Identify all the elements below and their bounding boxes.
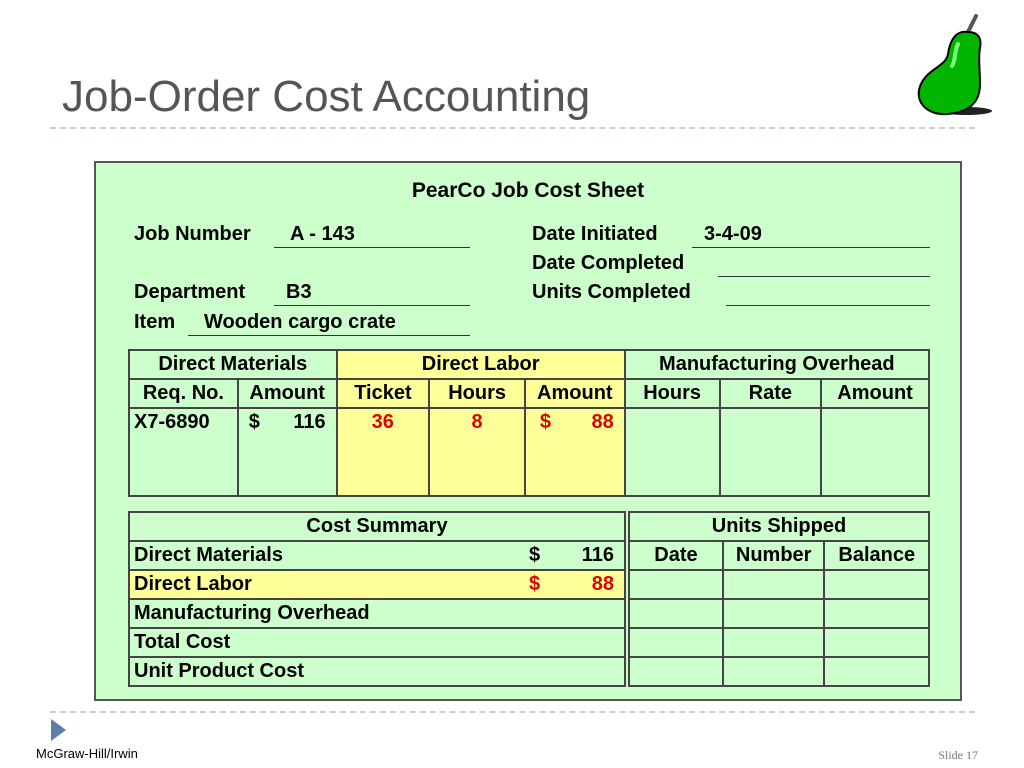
col-ship-number: Number bbox=[723, 541, 825, 570]
footer-divider bbox=[50, 711, 975, 713]
moh-amount-cell bbox=[821, 408, 929, 496]
date-completed-line bbox=[718, 276, 930, 277]
publisher-label: McGraw-Hill/Irwin bbox=[36, 746, 138, 761]
ship-cell bbox=[723, 657, 825, 686]
slide-title: Job-Order Cost Accounting bbox=[62, 72, 591, 121]
moh-hours-cell bbox=[625, 408, 720, 496]
col-ship-date: Date bbox=[629, 541, 723, 570]
slide-number: Slide 17 bbox=[938, 748, 978, 762]
col-moh-amount: Amount bbox=[821, 379, 929, 408]
slide-marker-arrow-icon bbox=[51, 719, 66, 741]
date-completed-label: Date Completed bbox=[532, 252, 685, 274]
ticket-cell: 36 bbox=[337, 408, 430, 496]
dl-hours-cell: 8 bbox=[429, 408, 525, 496]
job-number-line bbox=[274, 247, 470, 248]
direct-labor-header: Direct Labor bbox=[337, 350, 625, 379]
ship-cell bbox=[723, 628, 825, 657]
date-initiated-value: 3-4-09 bbox=[704, 223, 762, 245]
units-shipped-table bbox=[628, 511, 930, 687]
ship-cell bbox=[723, 599, 825, 628]
ship-cell bbox=[629, 628, 723, 657]
date-initiated-line bbox=[692, 247, 930, 248]
date-initiated-label: Date Initiated bbox=[532, 223, 658, 245]
summary-dollar: $ bbox=[529, 573, 541, 595]
cost-table bbox=[128, 349, 930, 497]
req-no-cell: X7-6890 bbox=[129, 408, 238, 496]
manufacturing-overhead-header: Manufacturing Overhead bbox=[625, 350, 929, 379]
summary-label: Total Cost bbox=[129, 628, 625, 657]
ship-cell bbox=[629, 570, 723, 599]
ship-cell bbox=[824, 570, 929, 599]
summary-amount: 116 bbox=[581, 544, 614, 566]
col-moh-hours: Hours bbox=[625, 379, 720, 408]
col-moh-rate: Rate bbox=[720, 379, 822, 408]
summary-label: Direct Labor bbox=[129, 570, 525, 599]
units-shipped-title: Units Shipped bbox=[629, 512, 929, 541]
department-label: Department bbox=[134, 281, 246, 303]
units-completed-label: Units Completed bbox=[532, 281, 691, 303]
ship-cell bbox=[824, 657, 929, 686]
col-ship-balance: Balance bbox=[824, 541, 929, 570]
units-completed-line bbox=[726, 305, 930, 306]
summary-amount: 88 bbox=[591, 573, 614, 595]
job-number-value: A - 143 bbox=[290, 223, 355, 245]
summary-label: Manufacturing Overhead bbox=[129, 599, 625, 628]
job-number-label: Job Number bbox=[134, 223, 251, 245]
item-line bbox=[188, 335, 470, 336]
dm-dollar: $ bbox=[248, 411, 260, 433]
department-value: B3 bbox=[286, 281, 312, 303]
pear-icon bbox=[908, 10, 994, 122]
col-req-no: Req. No. bbox=[129, 379, 238, 408]
col-ticket: Ticket bbox=[337, 379, 430, 408]
ship-cell bbox=[629, 599, 723, 628]
direct-materials-header: Direct Materials bbox=[129, 350, 337, 379]
ship-cell bbox=[723, 570, 825, 599]
col-dl-hours: Hours bbox=[429, 379, 525, 408]
dm-amount: 116 bbox=[293, 411, 326, 433]
moh-rate-cell bbox=[720, 408, 822, 496]
dm-amount-cell bbox=[238, 408, 337, 496]
dl-amount-cell bbox=[525, 408, 625, 496]
sheet-title: PearCo Job Cost Sheet bbox=[411, 179, 645, 202]
cost-summary-title: Cost Summary bbox=[129, 512, 625, 541]
ship-cell bbox=[824, 599, 929, 628]
summary-dollar: $ bbox=[529, 544, 541, 566]
summary-label: Direct Materials bbox=[129, 541, 525, 570]
job-cost-sheet bbox=[94, 161, 962, 701]
item-label: Item bbox=[134, 311, 176, 333]
summary-amount-cell bbox=[525, 541, 625, 570]
summary-amount-cell bbox=[525, 570, 625, 599]
col-dl-amount: Amount bbox=[525, 379, 625, 408]
item-value: Wooden cargo crate bbox=[204, 311, 396, 333]
title-divider bbox=[50, 127, 975, 129]
ship-cell bbox=[824, 628, 929, 657]
department-line bbox=[274, 305, 470, 306]
dl-dollar: $ bbox=[539, 411, 552, 433]
cost-summary-table bbox=[128, 511, 626, 687]
summary-label: Unit Product Cost bbox=[129, 657, 625, 686]
col-dm-amount: Amount bbox=[238, 379, 337, 408]
dl-amount: 88 bbox=[591, 411, 614, 433]
ship-cell bbox=[629, 657, 723, 686]
